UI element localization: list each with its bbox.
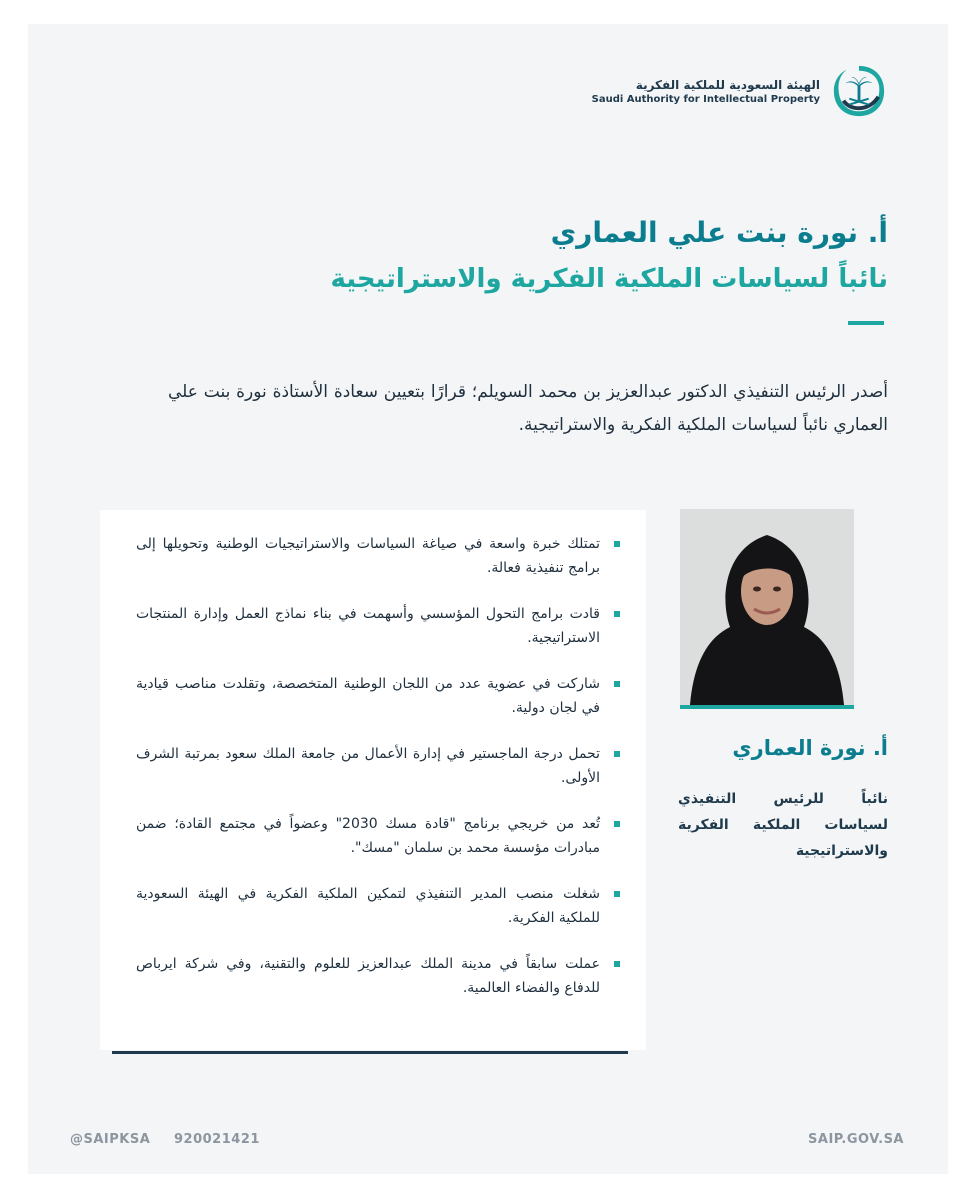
profile-name: أ. نورة العماري — [732, 736, 888, 760]
bullet-marker-icon — [614, 821, 620, 827]
bio-item: شاركت في عضوية عدد من اللجان الوطنية المتخصصة، وتقلدت مناصب قيادية في لجان دولية. — [136, 672, 620, 720]
person-portrait-icon — [680, 509, 854, 705]
heading-title: نائباً لسياسات الملكية الفكرية والاستراتيجية — [330, 264, 888, 294]
heading-underline — [848, 321, 884, 325]
bio-item: تمتلك خبرة واسعة في صياغة السياسات والاستراتيجيات الوطنية وتحويلها إلى برامج تنفيذية فعالة. — [136, 532, 620, 580]
bio-item: تُعد من خريجي برنامج "قادة مسك 2030" وعضواً في مجتمع القادة؛ ضمن مبادرات مؤسسة محمد بن سلمان "مسك". — [136, 812, 620, 860]
bio-item: قادت برامج التحول المؤسسي وأسهمت في بناء نماذج العمل وإدارة المنتجات الاستراتيجية. — [136, 602, 620, 650]
bio-item: عملت سابقاً في مدينة الملك عبدالعزيز للعلوم والتقنية، وفي شركة ايرباص للدفاع والفضاء العالمية. — [136, 952, 620, 1000]
intro-paragraph: أصدر الرئيس التنفيذي الدكتور عبدالعزيز بن محمد السويلم؛ قرارًا بتعيين سعادة الأستاذة نورة بنت علي العماري نائباً لسياسات الملكية الفكرية والاستراتيجية. — [168, 382, 888, 435]
profile-photo — [680, 509, 854, 705]
bullet-marker-icon — [614, 891, 620, 897]
bullet-marker-icon — [614, 611, 620, 617]
logo-name-ar: الهيئة السعودية للملكية الفكرية — [635, 77, 820, 92]
website-link[interactable]: SAIP.GOV.SA — [808, 1132, 904, 1147]
profile-role: نائباً للرئيس التنفيذي لسياسات الملكية الفكرية والاستراتيجية — [678, 791, 888, 859]
bullet-marker-icon — [614, 751, 620, 757]
photo-accent-bar — [680, 705, 854, 709]
bullet-marker-icon — [614, 541, 620, 547]
bio-card — [100, 510, 646, 1050]
card-bottom-rule — [112, 1051, 628, 1054]
bio-item: شغلت منصب المدير التنفيذي لتمكين الملكية الفكرية في الهيئة السعودية للملكية الفكرية. — [136, 882, 620, 930]
phone-number[interactable]: 920021421 — [174, 1132, 260, 1147]
bullet-marker-icon — [614, 681, 620, 687]
bio-item: تحمل درجة الماجستير في إدارة الأعمال من جامعة الملك سعود بمرتبة الشرف الأولى. — [136, 742, 620, 790]
social-handle[interactable]: @SAIPKSA — [70, 1132, 151, 1147]
saip-logo-icon — [830, 62, 888, 120]
logo-name-en: Saudi Authority for Intellectual Property — [591, 93, 820, 105]
announcement-page — [28, 24, 948, 1174]
heading-name: أ. نورة بنت علي العماري — [550, 216, 888, 249]
bullet-marker-icon — [614, 961, 620, 967]
saip-logo — [592, 62, 888, 120]
bio-list — [100, 510, 646, 1000]
